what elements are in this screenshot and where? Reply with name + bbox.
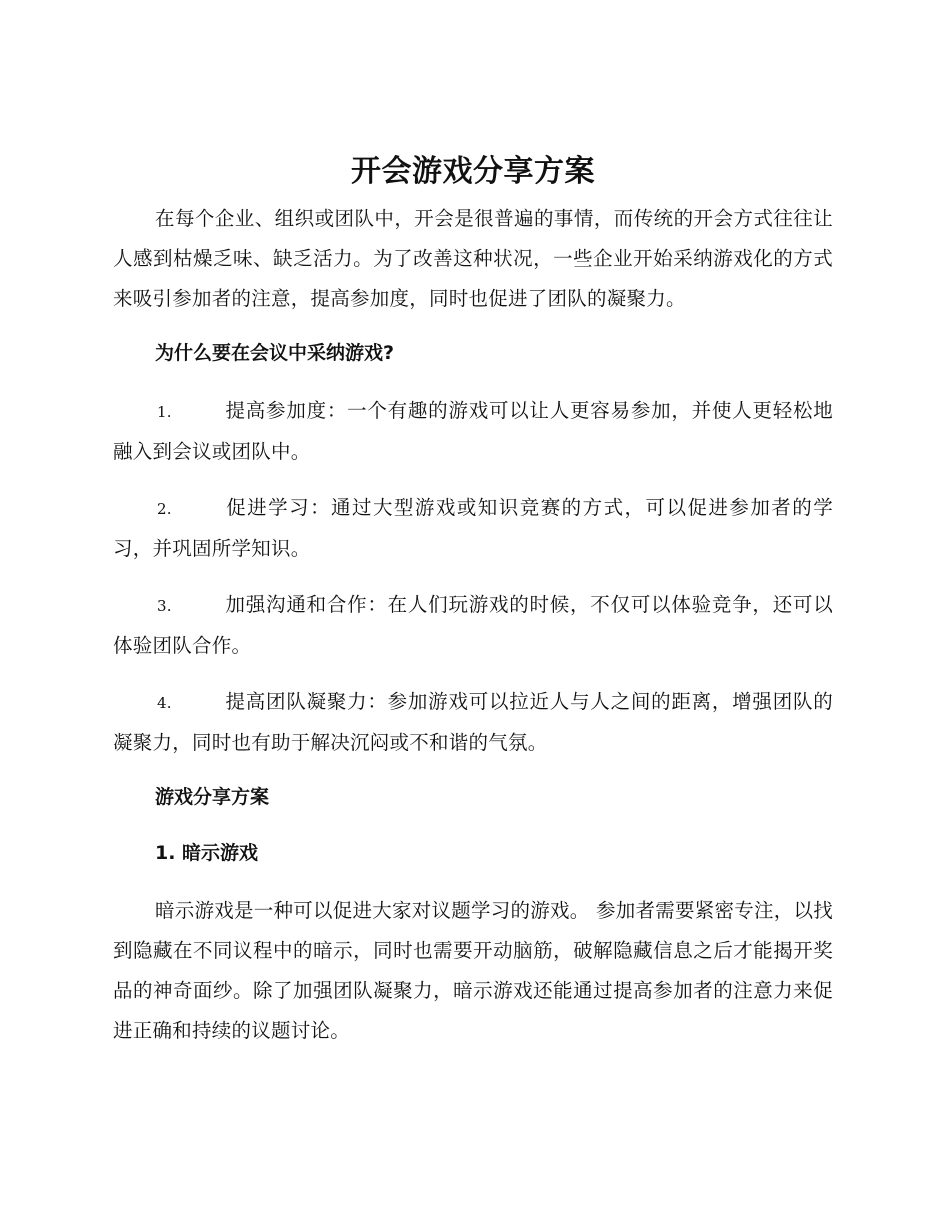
list-item	[113, 682, 833, 763]
game-subheading: 1. 暗示游戏	[155, 842, 259, 864]
document-content	[113, 150, 833, 1067]
list-item	[113, 585, 833, 666]
list-item-number: 3.	[157, 597, 172, 615]
list-item-text: 提高参加度：一个有趣的游戏可以让人更容易参加，并使人更轻松地融入到会议或团队中。	[113, 399, 833, 463]
list-item-number: 1.	[157, 403, 172, 421]
list-item-number: 4.	[157, 694, 172, 712]
list-item	[113, 488, 833, 569]
list-item	[113, 391, 833, 472]
game-description-paragraph: 暗示游戏是一种可以促进大家对议题学习的游戏。 参加者需要紧密专注，以找到隐藏在不同议程中的暗示，同时也需要开动脑筋，破解隐藏信息之后才能揭开奖品的神奇面纱。除了加强团队凝聚力，暗示游戏还能通过提高参加者的注意力来促进正确和持续的议题讨论。	[113, 899, 833, 1042]
list-item-text: 加强沟通和合作：在人们玩游戏的时候，不仅可以体验竞争，还可以体验团队合作。	[113, 593, 833, 657]
list-item-text: 促进学习：通过大型游戏或知识竞赛的方式，可以促进参加者的学习，并巩固所学知识。	[113, 496, 833, 560]
intro-paragraph: 在每个企业、组织或团队中，开会是很普遍的事情，而传统的开会方式往往让人感到枯燥乏味、缺乏活力。为了改善这种状况，一些企业开始采纳游戏化的方式来吸引参加者的注意，提高参加度，同时也促进了团队的凝聚力。	[113, 207, 833, 310]
list-item-number: 2.	[157, 500, 172, 518]
section-plan-heading: 游戏分享方案	[155, 786, 270, 808]
list-item-text: 提高团队凝聚力：参加游戏可以拉近人与人之间的距离，增强团队的凝聚力，同时也有助于解决沉闷或不和谐的气氛。	[113, 690, 833, 754]
document-title: 开会游戏分享方案	[351, 154, 595, 189]
section-why-heading: 为什么要在会议中采纳游戏?	[155, 342, 395, 364]
